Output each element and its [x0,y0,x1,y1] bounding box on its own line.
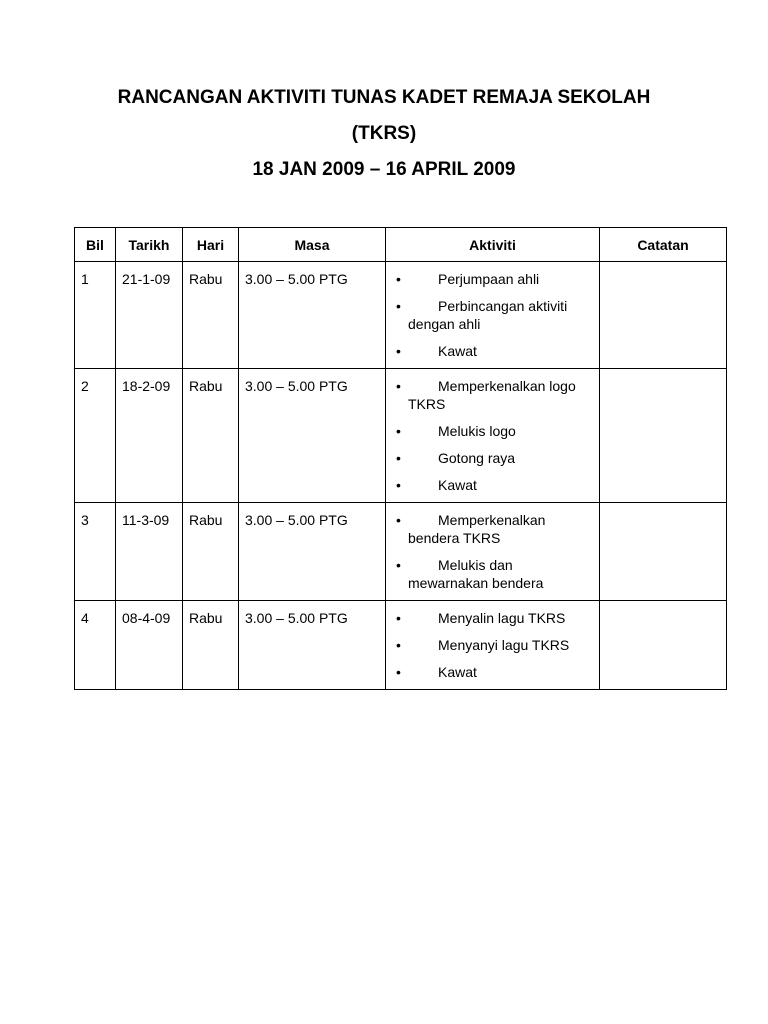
activity-list [392,377,593,494]
table-row [75,503,727,601]
cell-aktiviti [386,262,600,369]
list-item [392,511,593,547]
cell-bil: 1 [75,262,116,369]
list-item [392,377,593,413]
activity-table [74,227,727,690]
activity-text: Melukis dan mewarnakan bendera [408,557,544,591]
header-aktiviti: Aktiviti [386,228,600,262]
header-masa: Masa [239,228,386,262]
activity-text: Menyanyi lagu TKRS [438,637,570,653]
table-row [75,262,727,369]
activity-text: Perjumpaan ahli [438,271,540,287]
activity-text: Gotong raya [438,450,516,466]
bullet-icon: • [396,637,401,653]
activity-list [392,270,593,360]
title-line-1: RANCANGAN AKTIVITI TUNAS KADET REMAJA SEKOLAH [117,87,651,108]
activity-text: Perbincangan aktiviti dengan ahli [408,298,568,332]
cell-aktiviti [386,601,600,690]
cell-aktiviti [386,369,600,503]
cell-bil: 4 [75,601,116,690]
table-row [75,601,727,690]
header-hari: Hari [183,228,239,262]
header-bil: Bil [75,228,116,262]
activity-list [392,609,593,681]
title-line-2: (TKRS) [351,123,417,144]
activity-text: Kawat [438,477,477,493]
list-item [392,342,593,360]
activity-text: Menyalin lagu TKRS [438,610,566,626]
cell-tarikh: 11-3-09 [116,503,183,601]
activity-text: Melukis logo [438,423,516,439]
table-row [75,369,727,503]
bullet-icon: • [396,378,401,394]
activity-text: Memperkenalkan bendera TKRS [408,512,546,546]
activity-text: Kawat [438,343,477,359]
cell-masa: 3.00 – 5.00 PTG [239,262,386,369]
bullet-icon: • [396,610,401,626]
title-line-3: 18 JAN 2009 – 16 APRIL 2009 [252,159,516,180]
cell-aktiviti [386,503,600,601]
bullet-icon: • [396,298,401,314]
activity-text: Memperkenalkan logo TKRS [408,378,576,412]
cell-masa: 3.00 – 5.00 PTG [239,369,386,503]
cell-tarikh: 18-2-09 [116,369,183,503]
header-catatan: Catatan [600,228,727,262]
list-item [392,297,593,333]
document-title [0,80,768,188]
table-header-row [75,228,727,262]
list-item [392,636,593,654]
bullet-icon: • [396,477,401,493]
cell-masa: 3.00 – 5.00 PTG [239,601,386,690]
table-body [75,262,727,690]
cell-tarikh: 21-1-09 [116,262,183,369]
cell-hari: Rabu [183,262,239,369]
cell-hari: Rabu [183,601,239,690]
bullet-icon: • [396,450,401,466]
cell-tarikh: 08-4-09 [116,601,183,690]
cell-catatan [600,369,727,503]
cell-bil: 2 [75,369,116,503]
activity-list [392,511,593,592]
list-item [392,663,593,681]
bullet-icon: • [396,423,401,439]
cell-hari: Rabu [183,503,239,601]
bullet-icon: • [396,271,401,287]
list-item [392,270,593,288]
bullet-icon: • [396,664,401,680]
bullet-icon: • [396,512,401,528]
cell-catatan [600,262,727,369]
list-item [392,422,593,440]
list-item [392,609,593,627]
activity-text: Kawat [438,664,477,680]
bullet-icon: • [396,557,401,573]
cell-masa: 3.00 – 5.00 PTG [239,503,386,601]
cell-hari: Rabu [183,369,239,503]
list-item [392,449,593,467]
header-tarikh: Tarikh [116,228,183,262]
cell-bil: 3 [75,503,116,601]
bullet-icon: • [396,343,401,359]
cell-catatan [600,503,727,601]
cell-catatan [600,601,727,690]
list-item [392,476,593,494]
list-item [392,556,593,592]
